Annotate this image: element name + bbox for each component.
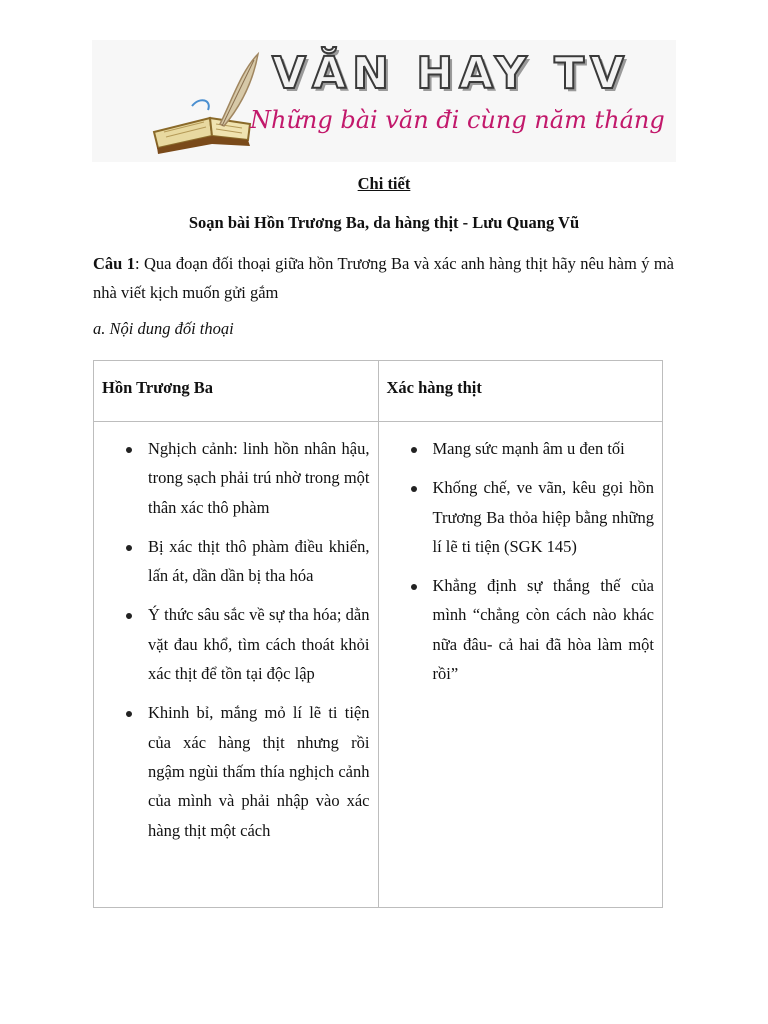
table-header: Xác hàng thịt xyxy=(378,361,663,422)
table-cell-right xyxy=(378,422,663,908)
banner-subtitle: Những bài văn đi cùng năm tháng xyxy=(250,106,665,134)
question-paragraph xyxy=(93,249,674,307)
list-item: Ý thức sâu sắc về sự tha hóa; dằn vặt đau khổ, tìm cách thoát khỏi xác thịt để tồn tại độc lập xyxy=(148,600,370,688)
table-cell-left xyxy=(94,422,379,908)
subheading: a. Nội dung đối thoại xyxy=(93,319,234,338)
question-label: Câu 1 xyxy=(93,254,135,273)
list-item: Nghịch cảnh: linh hồn nhân hậu, trong sạch phải trú nhờ trong một thân xác thô phàm xyxy=(148,434,370,522)
list-item: Khẳng định sự thắng thế của mình “chẳng còn cách nào khác nữa đâu- cả hai đã hòa làm một rồi” xyxy=(433,571,655,688)
list-item: Bị xác thịt thô phàm điều khiển, lấn át, dần dần bị tha hóa xyxy=(148,532,370,591)
left-list xyxy=(94,422,378,845)
list-item: Khống chế, ve vãn, kêu gọi hồn Trương Ba thỏa hiệp bằng những lí lẽ ti tiện (SGK 145) xyxy=(433,473,655,561)
section-label: Chi tiết xyxy=(357,174,411,193)
comparison-table xyxy=(93,360,663,908)
list-item: Khinh bỉ, mắng mỏ lí lẽ ti tiện của xác hàng thịt nhưng rồi ngậm ngùi thấm thía nghịch cảnh của mình và phải nhập vào xác hàng thịt một cách xyxy=(148,698,370,844)
question-text: : Qua đoạn đối thoại giữa hồn Trương Ba và xác anh hàng thịt hãy nêu hàm ý mà nhà viết kịch muốn gửi gắm xyxy=(93,254,674,302)
table-header-row xyxy=(94,361,663,422)
banner-title: VĂN HAY TV xyxy=(272,48,631,99)
list-item: Mang sức mạnh âm u đen tối xyxy=(433,434,655,463)
table-header: Hồn Trương Ba xyxy=(94,361,379,422)
document-title: Soạn bài Hồn Trương Ba, da hàng thịt - Lưu Quang Vũ xyxy=(188,213,580,232)
table-row xyxy=(94,422,663,908)
right-list xyxy=(379,422,663,688)
banner xyxy=(92,40,676,162)
